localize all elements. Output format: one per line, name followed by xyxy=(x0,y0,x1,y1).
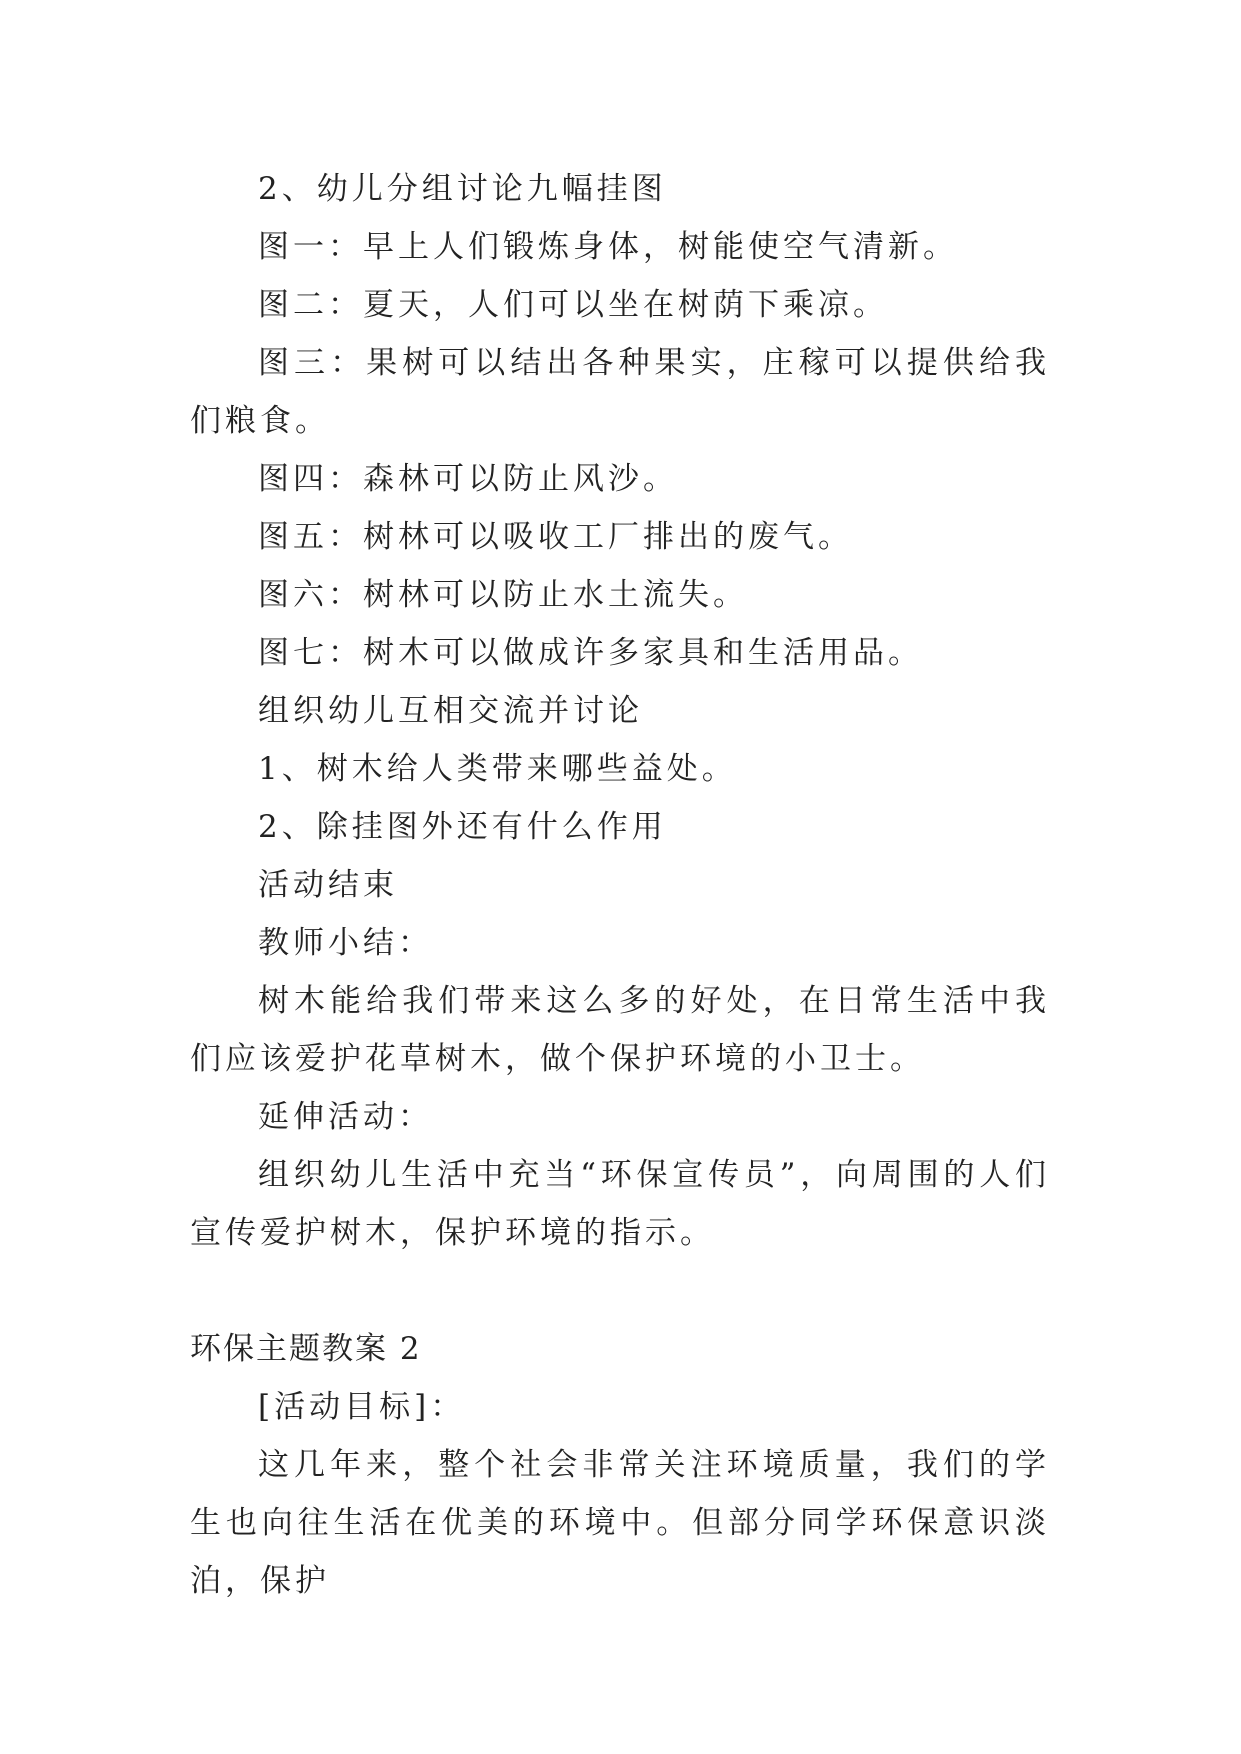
paragraph: 延伸活动： xyxy=(258,1099,433,1135)
document-body xyxy=(190,160,1050,1610)
paragraph: 1、树木给人类带来哪些益处。 xyxy=(258,751,737,787)
paragraph: 图六：树林可以防止水土流失。 xyxy=(258,577,748,613)
paragraph: 图四：森林可以防止风沙。 xyxy=(258,461,678,497)
paragraph: 树木能给我们带来这么多的好处，在日常生活中我们应该爱护花草树木，做个保护环境的小卫士。 xyxy=(190,983,1050,1077)
paragraph: 教师小结： xyxy=(258,925,433,961)
paragraph: 2、幼儿分组讨论九幅挂图 xyxy=(258,171,667,207)
paragraph: 活动结束 xyxy=(258,867,398,903)
paragraph: 组织幼儿互相交流并讨论 xyxy=(258,693,643,729)
paragraph: 这几年来，整个社会非常关注环境质量，我们的学生也向往生活在优美的环境中。但部分同学环保意识淡泊，保护 xyxy=(190,1447,1050,1599)
paragraph: 图五：树林可以吸收工厂排出的废气。 xyxy=(258,519,853,555)
paragraph: [活动目标]： xyxy=(258,1389,466,1425)
paragraph: 组织幼儿生活中充当“环保宣传员”，向周围的人们宣传爱护树木，保护环境的指示。 xyxy=(190,1157,1050,1251)
paragraph: 图一：早上人们锻炼身体，树能使空气清新。 xyxy=(258,229,958,265)
paragraph: 图三：果树可以结出各种果实，庄稼可以提供给我们粮食。 xyxy=(190,345,1050,439)
section-heading: 环保主题教案 2 xyxy=(190,1331,422,1367)
paragraph: 图七：树木可以做成许多家具和生活用品。 xyxy=(258,635,923,671)
paragraph: 图二：夏天，人们可以坐在树荫下乘凉。 xyxy=(258,287,888,323)
paragraph: 2、除挂图外还有什么作用 xyxy=(258,809,667,845)
